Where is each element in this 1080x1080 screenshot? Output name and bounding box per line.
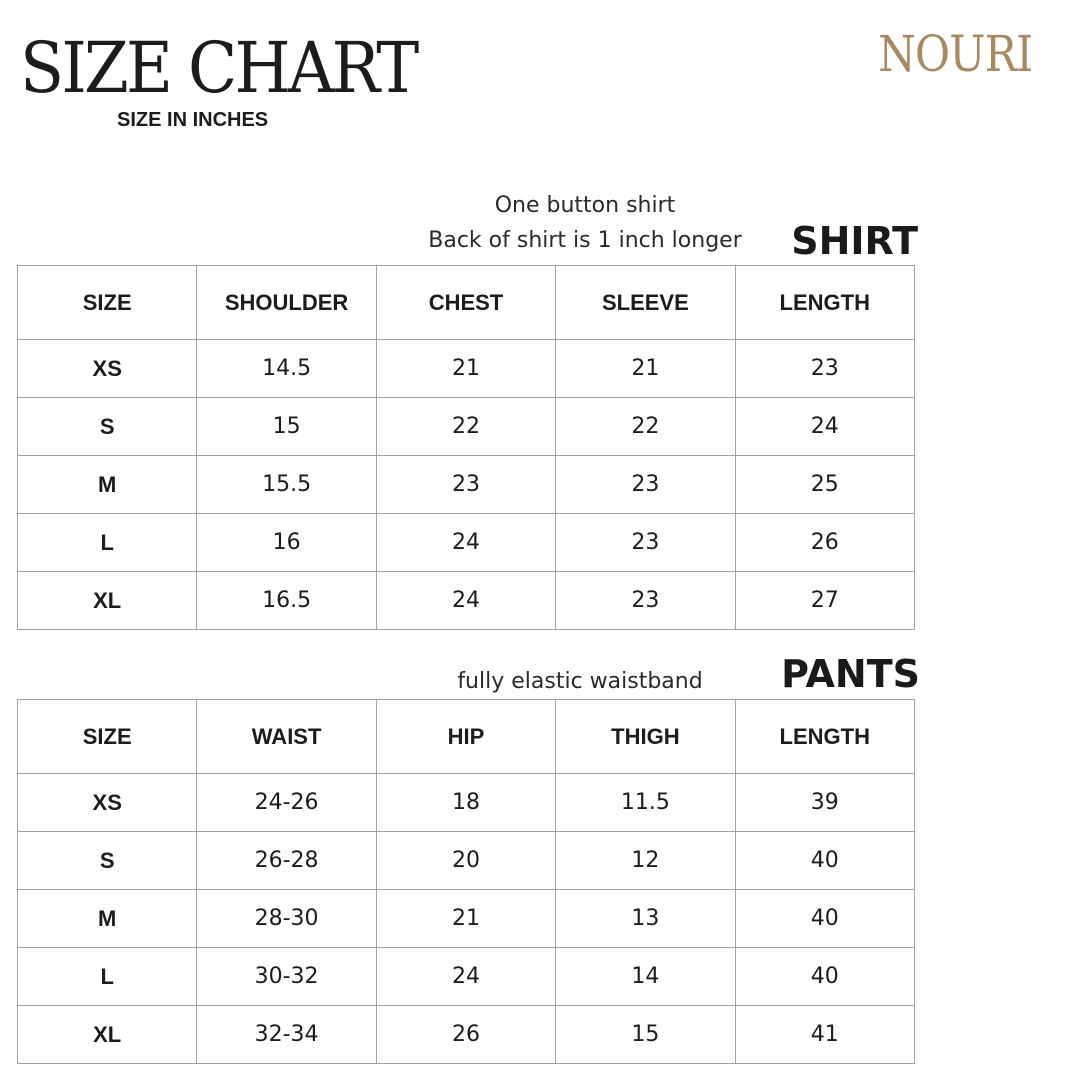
table-cell: 23 bbox=[556, 514, 735, 572]
table-cell: 24 bbox=[376, 514, 555, 572]
table-cell: 32-34 bbox=[197, 1006, 376, 1064]
pants-size-table bbox=[17, 699, 915, 1064]
column-header-shoulder: SHOULDER bbox=[197, 266, 376, 340]
column-header-length: LENGTH bbox=[735, 700, 914, 774]
table-row bbox=[18, 774, 915, 832]
table-cell: 24 bbox=[376, 948, 555, 1006]
table-cell: 12 bbox=[556, 832, 735, 890]
table-cell: 14.5 bbox=[197, 340, 376, 398]
table-cell: 40 bbox=[735, 948, 914, 1006]
size-cell: S bbox=[18, 832, 197, 890]
column-header-waist: WAIST bbox=[197, 700, 376, 774]
table-cell: 22 bbox=[556, 398, 735, 456]
table-cell: 23 bbox=[735, 340, 914, 398]
table-row bbox=[18, 890, 915, 948]
shirt-note-2: Back of shirt is 1 inch longer bbox=[428, 228, 742, 253]
table-cell: 24 bbox=[735, 398, 914, 456]
column-header-size: SIZE bbox=[18, 266, 197, 340]
column-header-hip: HIP bbox=[376, 700, 555, 774]
column-header-size: SIZE bbox=[18, 700, 197, 774]
table-cell: 23 bbox=[556, 456, 735, 514]
table-cell: 16 bbox=[197, 514, 376, 572]
table-cell: 23 bbox=[556, 572, 735, 630]
table-cell: 23 bbox=[376, 456, 555, 514]
table-cell: 24 bbox=[376, 572, 555, 630]
size-cell: S bbox=[18, 398, 197, 456]
table-header-row bbox=[18, 700, 915, 774]
table-cell: 18 bbox=[376, 774, 555, 832]
table-cell: 14 bbox=[556, 948, 735, 1006]
brand-logo: NOURI bbox=[877, 25, 1032, 83]
size-cell: M bbox=[18, 890, 197, 948]
column-header-length: LENGTH bbox=[735, 266, 914, 340]
table-cell: 40 bbox=[735, 890, 914, 948]
table-cell: 27 bbox=[735, 572, 914, 630]
table-cell: 26 bbox=[735, 514, 914, 572]
shirt-section-label: SHIRT bbox=[791, 219, 918, 263]
table-row bbox=[18, 340, 915, 398]
table-cell: 22 bbox=[376, 398, 555, 456]
size-cell: XL bbox=[18, 572, 197, 630]
table-cell: 21 bbox=[556, 340, 735, 398]
table-cell: 28-30 bbox=[197, 890, 376, 948]
table-cell: 30-32 bbox=[197, 948, 376, 1006]
table-cell: 26-28 bbox=[197, 832, 376, 890]
shirt-note-1: One button shirt bbox=[494, 193, 676, 218]
column-header-thigh: THIGH bbox=[556, 700, 735, 774]
table-row bbox=[18, 1006, 915, 1064]
table-cell: 15 bbox=[197, 398, 376, 456]
table-cell: 21 bbox=[376, 340, 555, 398]
table-cell: 16.5 bbox=[197, 572, 376, 630]
page-title: SIZE CHART bbox=[20, 27, 417, 109]
size-cell: XS bbox=[18, 340, 197, 398]
table-cell: 13 bbox=[556, 890, 735, 948]
size-cell: L bbox=[18, 514, 197, 572]
table-cell: 24-26 bbox=[197, 774, 376, 832]
table-row bbox=[18, 456, 915, 514]
column-header-sleeve: SLEEVE bbox=[556, 266, 735, 340]
page-subtitle: SIZE IN INCHES bbox=[117, 109, 269, 131]
table-row bbox=[18, 514, 915, 572]
shirt-size-table bbox=[17, 265, 915, 630]
column-header-chest: CHEST bbox=[376, 266, 555, 340]
table-cell: 25 bbox=[735, 456, 914, 514]
table-row bbox=[18, 398, 915, 456]
table-cell: 15 bbox=[556, 1006, 735, 1064]
table-row bbox=[18, 948, 915, 1006]
size-cell: XL bbox=[18, 1006, 197, 1064]
table-row bbox=[18, 572, 915, 630]
table-cell: 20 bbox=[376, 832, 555, 890]
size-cell: L bbox=[18, 948, 197, 1006]
table-cell: 26 bbox=[376, 1006, 555, 1064]
table-cell: 41 bbox=[735, 1006, 914, 1064]
table-header-row bbox=[18, 266, 915, 340]
table-cell: 40 bbox=[735, 832, 914, 890]
pants-note: fully elastic waistband bbox=[457, 669, 703, 694]
size-cell: M bbox=[18, 456, 197, 514]
table-cell: 39 bbox=[735, 774, 914, 832]
table-cell: 11.5 bbox=[556, 774, 735, 832]
table-cell: 15.5 bbox=[197, 456, 376, 514]
table-cell: 21 bbox=[376, 890, 555, 948]
table-row bbox=[18, 832, 915, 890]
pants-section-label: PANTS bbox=[781, 652, 920, 696]
size-cell: XS bbox=[18, 774, 197, 832]
